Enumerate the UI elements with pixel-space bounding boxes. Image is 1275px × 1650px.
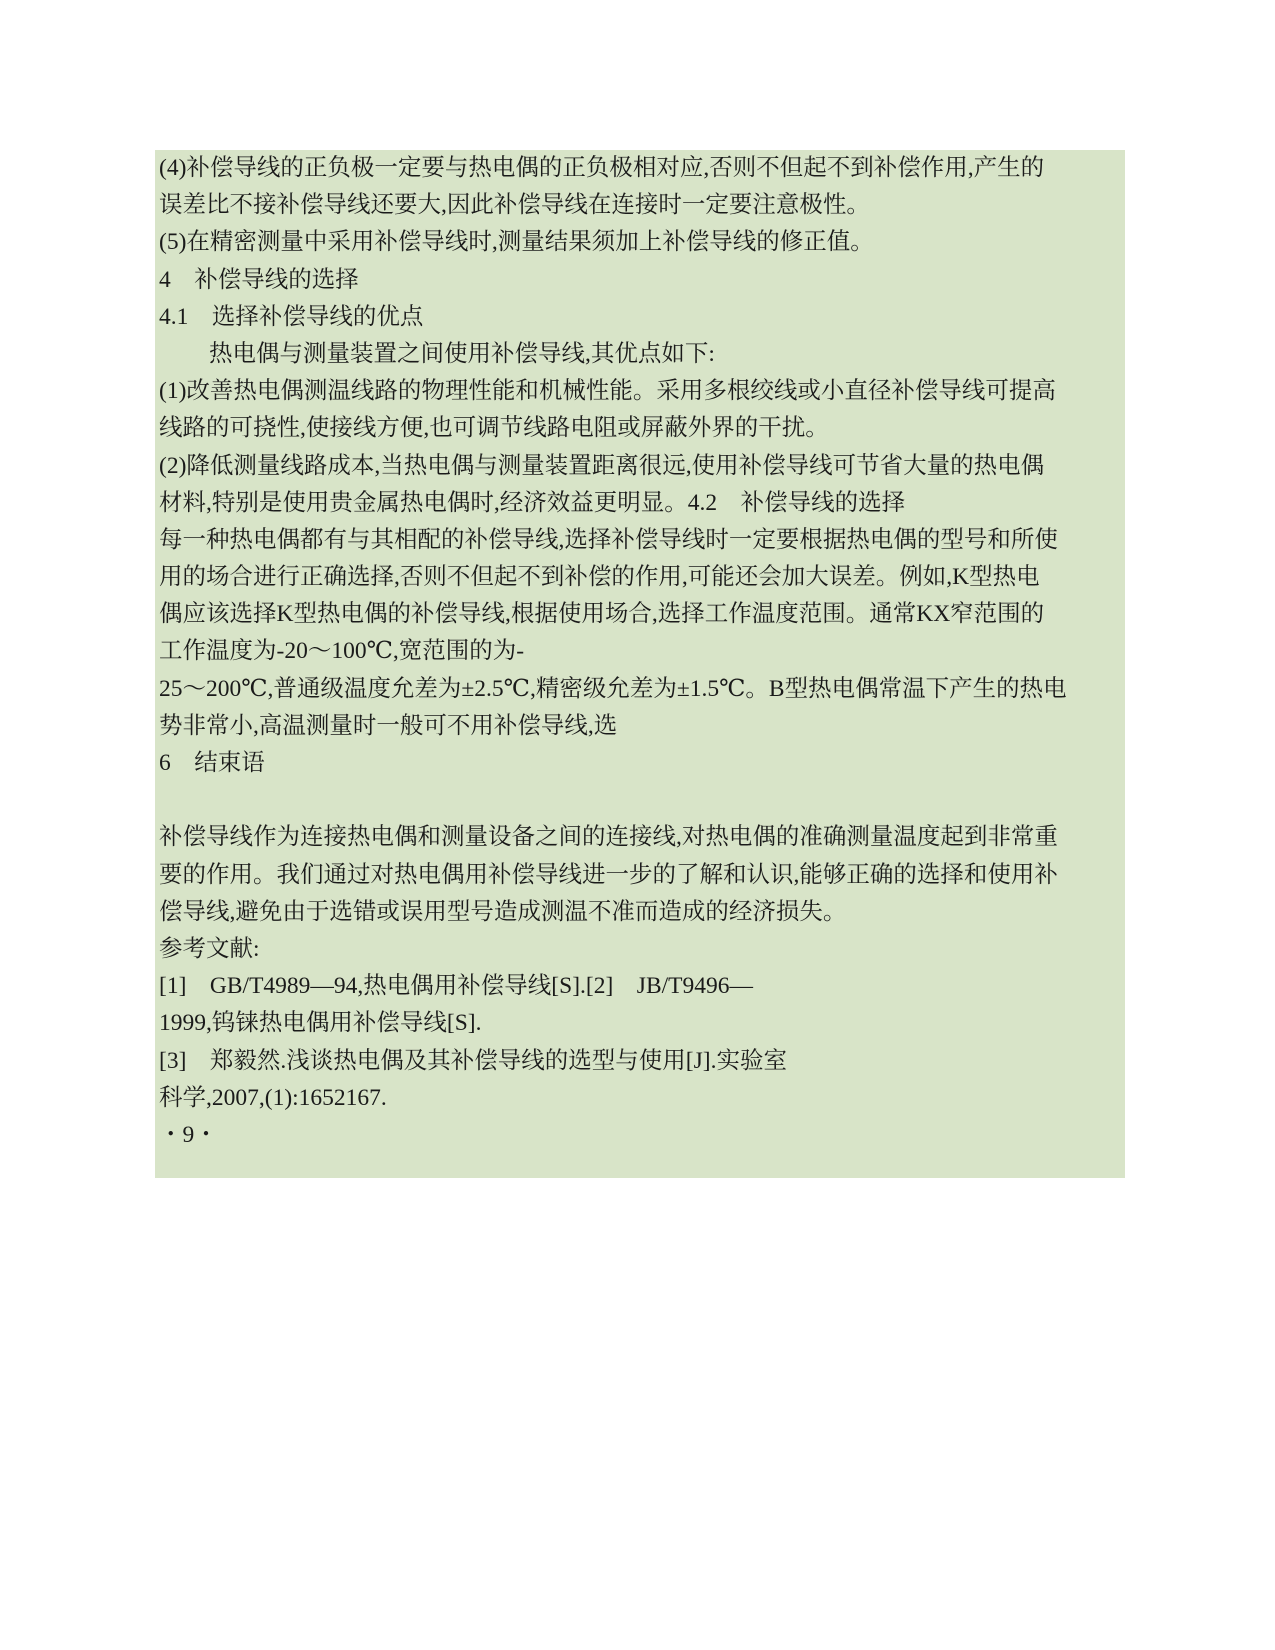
paragraph-line: 线路的可挠性,使接线方便,也可调节线路电阻或屏蔽外界的干扰。 <box>159 415 829 442</box>
paragraph-line: 工作温度为-20～100℃,宽范围的为- <box>159 638 525 665</box>
reference-line: 1999,钨铼热电偶用补偿导线[S]. <box>159 1010 482 1037</box>
reference-line: 科学,2007,(1):1652167. <box>159 1084 387 1111</box>
references-heading: 参考文献: <box>159 935 260 962</box>
section-heading: 4 补偿导线的选择 <box>159 266 359 293</box>
paragraph-line: 每一种热电偶都有与其相配的补偿导线,选择补偿导线时一定要根据热电偶的型号和所使 <box>159 526 1058 553</box>
paragraph-line: 补偿导线作为连接热电偶和测量设备之间的连接线,对热电偶的准确测量温度起到非常重 <box>159 824 1058 851</box>
paragraph-line: 误差比不接补偿导线还要大,因此补偿导线在连接时一定要注意极性。 <box>159 192 870 219</box>
reference-line: [3] 郑毅然.浅谈热电偶及其补偿导线的选型与使用[J].实验室 <box>159 1047 787 1074</box>
page-number: ・9・ <box>159 1121 218 1148</box>
subsection-heading: 4.1 选择补偿导线的优点 <box>159 303 424 330</box>
paragraph-line: 偿导线,避免由于选错或误用型号造成测温不准而造成的经济损失。 <box>159 898 847 925</box>
section-heading: 6 结束语 <box>159 750 265 776</box>
paragraph-line: (4)补偿导线的正负极一定要与热电偶的正负极相对应,否则不但起不到补偿作用,产生的 <box>159 155 1045 181</box>
paragraph-line: 用的场合进行正确选择,否则不但起不到补偿的作用,可能还会加大误差。例如,K型热电 <box>159 564 1040 591</box>
paragraph-line: (1)改善热电偶测温线路的物理性能和机械性能。采用多根绞线或小直径补偿导线可提高 <box>159 378 1056 405</box>
paragraph-line: (2)降低测量线路成本,当热电偶与测量装置距离很远,使用补偿导线可节省大量的热电偶 <box>159 452 1045 479</box>
reference-line: [1] GB/T4989—94,热电偶用补偿导线[S].[2] JB/T9496— <box>159 973 754 1000</box>
paragraph-line: 偶应该选择K型热电偶的补偿导线,根据使用场合,选择工作温度范围。通常KX窄范围的 <box>159 601 1045 628</box>
paragraph-line: (5)在精密测量中采用补偿导线时,测量结果须加上补偿导线的修正值。 <box>159 229 874 256</box>
blank-line <box>159 782 1121 819</box>
paragraph-line: 材料,特别是使用贵金属热电偶时,经济效益更明显。4.2 补偿导线的选择 <box>159 489 906 516</box>
paragraph-line: 热电偶与测量装置之间使用补偿导线,其优点如下: <box>209 340 715 367</box>
document-text-block <box>155 150 1125 1178</box>
paragraph-line: 要的作用。我们通过对热电偶用补偿导线进一步的了解和认识,能够正确的选择和使用补 <box>159 861 1058 888</box>
paragraph-line: 势非常小,高温测量时一般可不用补偿导线,选 <box>159 712 618 739</box>
paragraph-line: 25～200℃,普通级温度允差为±2.5℃,精密级允差为±1.5℃。B型热电偶常温下产生的热电 <box>159 675 1067 702</box>
